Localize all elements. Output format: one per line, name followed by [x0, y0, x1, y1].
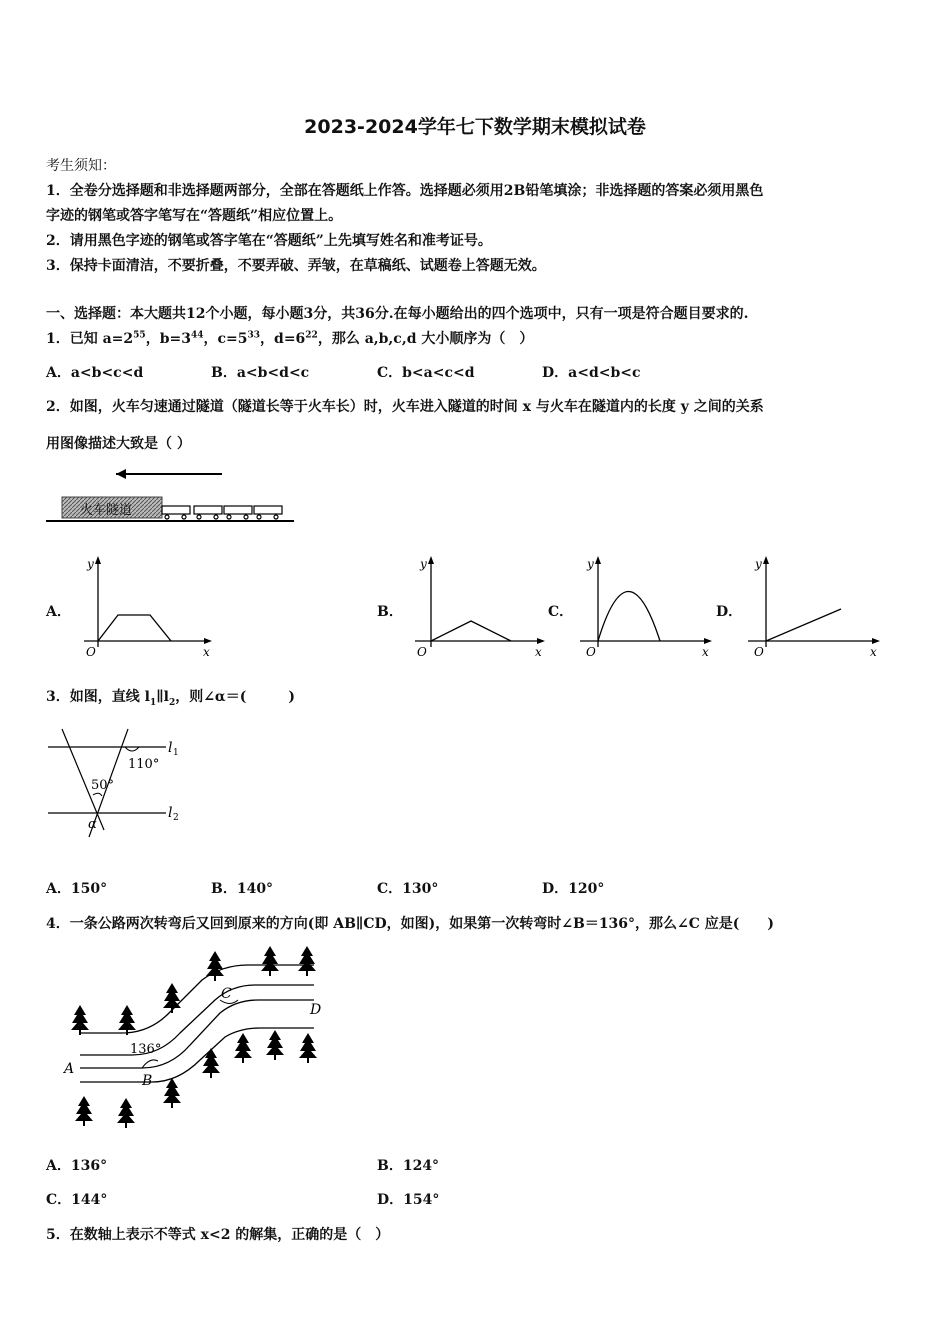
notice-item-1-line-1: 1．全卷分选择题和非选择题两部分，全部在答题纸上作答。选择题必须用2B铅笔填涂；非选择题的答案必须用黑色	[46, 183, 764, 199]
svg-text:x: x	[702, 645, 709, 659]
q2-graph-d[interactable]	[746, 552, 886, 660]
q1-option-c[interactable]: C．b<a<c<d	[377, 365, 475, 381]
svg-text:110°: 110°	[128, 757, 160, 772]
q2-graph-a[interactable]	[78, 552, 218, 660]
svg-text:C: C	[221, 986, 232, 1002]
arrow-head	[116, 469, 126, 479]
svg-text:B: B	[142, 1073, 153, 1089]
question-3-text: 3．如图，直线 $l_1\parallel l_2$，则∠α＝( )	[46, 689, 295, 708]
question-2-line-1: 2．如图，火车匀速通过隧道（隧道长等于火车长）时，火车进入隧道的时间 x 与火车在隧道内的长度 y 之间的关系	[46, 399, 764, 415]
graph-d-curve	[766, 609, 841, 641]
q3-option-a[interactable]: A．150°	[46, 881, 108, 897]
question-2-line-2: 用图像描述大致是（ ）	[46, 436, 191, 452]
svg-text:y: y	[87, 557, 94, 571]
svg-text:136°: 136°	[130, 1042, 162, 1057]
graph-a-curve	[98, 615, 171, 641]
svg-text:2: 2	[173, 813, 179, 823]
page-title: 2023-2024学年七下数学期末模拟试卷	[304, 116, 646, 138]
train-tunnel-figure	[44, 464, 304, 530]
q3-option-d[interactable]: D．120°	[542, 881, 605, 897]
notice-item-1-line-2: 字迹的钢笔或答字笔写在“答题纸”相应位置上。	[46, 208, 343, 224]
notice-item-2: 2．请用黑色字迹的钢笔或答字笔在“答题纸”上先填写姓名和准考证号。	[46, 233, 492, 249]
q4-option-a[interactable]: A．136°	[46, 1158, 108, 1174]
svg-text:y: y	[420, 557, 427, 571]
train	[162, 506, 282, 519]
svg-text:O: O	[86, 645, 96, 659]
q2-option-a-label[interactable]: A．	[46, 604, 71, 620]
q2-option-d-label[interactable]: D．	[716, 604, 743, 620]
question-4-text: 4．一条公路两次转弯后又回到原来的方向(即 AB∥CD，如图)，如果第一次转弯时∠B＝136°，那么∠C 应是( )	[46, 916, 775, 932]
svg-text:x: x	[870, 645, 877, 659]
q4-option-c[interactable]: C．144°	[46, 1192, 108, 1208]
svg-text:l: l	[168, 740, 173, 756]
tunnel-label: 火车隧道	[80, 503, 133, 518]
parallel-lines-figure	[44, 725, 194, 850]
graph-c-curve	[598, 592, 660, 642]
q2-graph-c[interactable]	[578, 552, 718, 660]
svg-text:O: O	[586, 645, 596, 659]
svg-text:50°: 50°	[91, 778, 115, 793]
section-heading: 一、选择题：本大题共12个小题，每小题3分，共36分.在每小题给出的四个选项中，只有一项是符合题目要求的.	[46, 306, 749, 322]
q1-option-b[interactable]: B．a<b<d<c	[211, 365, 310, 381]
svg-text:α: α	[88, 817, 97, 832]
q3-option-c[interactable]: C．130°	[377, 881, 439, 897]
notice-item-3: 3．保持卡面清洁，不要折叠，不要弄破、弄皱，在草稿纸、试题卷上答题无效。	[46, 258, 546, 274]
question-1-text: 1．已知 $a=2^{55}$，$b=3^{44}$，$c=5^{33}$，$d=6^{22}$，那么 a,b,c,d 大小顺序为（ ）	[46, 330, 534, 347]
svg-text:y: y	[587, 557, 594, 571]
q3-option-b[interactable]: B．140°	[211, 881, 274, 897]
svg-text:x: x	[535, 645, 542, 659]
q4-option-b[interactable]: B．124°	[377, 1158, 440, 1174]
svg-text:l: l	[168, 805, 173, 821]
q1-option-a[interactable]: A．a<b<c<d	[46, 365, 144, 381]
svg-text:1: 1	[173, 748, 179, 758]
svg-text:y: y	[755, 557, 762, 571]
svg-text:O: O	[754, 645, 764, 659]
svg-text:O: O	[417, 645, 427, 659]
q4-option-d[interactable]: D．154°	[377, 1192, 440, 1208]
svg-text:A: A	[64, 1061, 75, 1077]
graph-b-curve	[431, 621, 511, 641]
svg-text:x: x	[203, 645, 210, 659]
question-5-text: 5．在数轴上表示不等式 x<2 的解集，正确的是（ ）	[46, 1227, 390, 1243]
q1-option-d[interactable]: D．a<d<b<c	[542, 365, 641, 381]
q2-graph-b[interactable]	[411, 552, 551, 660]
svg-text:D: D	[310, 1002, 322, 1018]
q2-option-c-label[interactable]: C．	[548, 604, 574, 620]
notice-heading: 考生须知：	[46, 158, 116, 174]
q2-option-b-label[interactable]: B．	[377, 604, 403, 620]
road-figure	[60, 945, 340, 1130]
